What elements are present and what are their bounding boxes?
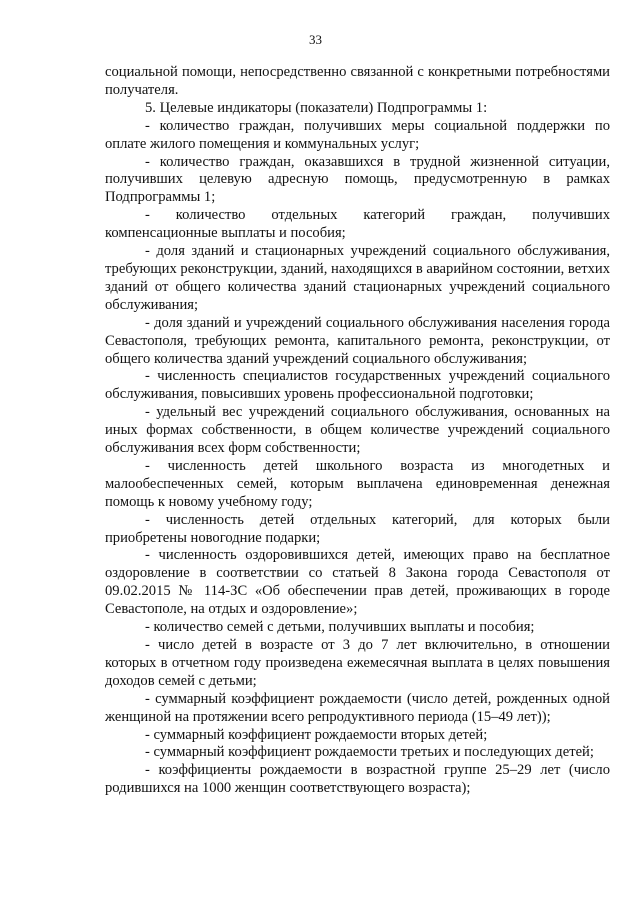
indicator-list-item: - количество отдельных категорий граждан, получивших компенсационные выплаты и пособия; [105,207,610,242]
section-heading: 5. Целевые индикаторы (показатели) Подпрограммы 1: [145,99,488,116]
indicator-list-item: - доля зданий и стационарных учреждений социального обслуживания, требующих реконструкции, зданий, находящихся в аварийном состоянии, ветхих зданий от общего количества зданий стационарных учреждений социального обслуживания; [105,243,610,313]
indicator-list-item: - численность оздоровившихся детей, имеющих право на бесплатное оздоровление в соответствии со статьей 8 Закона города Севастополя от 09.02.2015 № 114-ЗС «Об обеспечении прав детей, проживающих в городе Севастополе, на отдых и оздоровление»; [105,547,610,618]
paragraph-continuation: социальной помощи, непосредственно связанной с конкретными потребностями получателя. [105,64,610,98]
page-number: 33 [309,32,322,47]
indicator-list-item: - коэффициенты рождаемости в возрастной группе 25–29 лет (число родившихся на 1000 женщин соответствующего возраста); [105,762,610,797]
indicator-list-item: - суммарный коэффициент рождаемости (число детей, рожденных одной женщиной на протяжении всего репродуктивного периода (15–49 лет)); [105,690,610,725]
indicator-list-item: - удельный вес учреждений социального обслуживания, основанных на иных формах собственности, в общем количестве учреждений социального обслуживания всех форм собственности; [105,404,610,457]
indicator-list-item: - численность детей отдельных категорий, для которых были приобретены новогодние подарки; [105,511,610,546]
indicator-list-item: - количество семей с детьми, получивших выплаты и пособия; [145,619,535,636]
indicator-list-item: - численность специалистов государственных учреждений социального обслуживания, повысивших уровень профессиональной подготовки; [105,368,610,403]
indicator-list-item: - суммарный коэффициент рождаемости вторых детей; [145,726,488,743]
indicator-list-item: - доля зданий и учреждений социального обслуживания населения города Севастополя, требующих ремонта, капитального ремонта, реконструкции, от общего количества зданий учреждений социального обслуживания; [105,314,610,367]
indicator-list-item: - количество граждан, оказавшихся в трудной жизненной ситуации, получивших целевую адресную помощь, предусмотренную в рамках Подпрограммы 1; [105,153,610,206]
indicator-list-item: - суммарный коэффициент рождаемости третьих и последующих детей; [145,744,594,761]
indicator-list-item: - число детей в возрасте от 3 до 7 лет включительно, в отношении которых в отчетном году произведена ежемесячная выплата в целях повышения доходов семей с детьми; [105,637,610,689]
indicator-list-item: - количество граждан, получивших меры социальной поддержки по оплате жилого помещения и коммунальных услуг; [105,117,610,152]
document-body [105,64,610,798]
indicator-list-item: - численность детей школьного возраста из многодетных и малообеспеченных семей, которым выплачена единовременная денежная помощь к новому учебному году; [105,457,610,510]
